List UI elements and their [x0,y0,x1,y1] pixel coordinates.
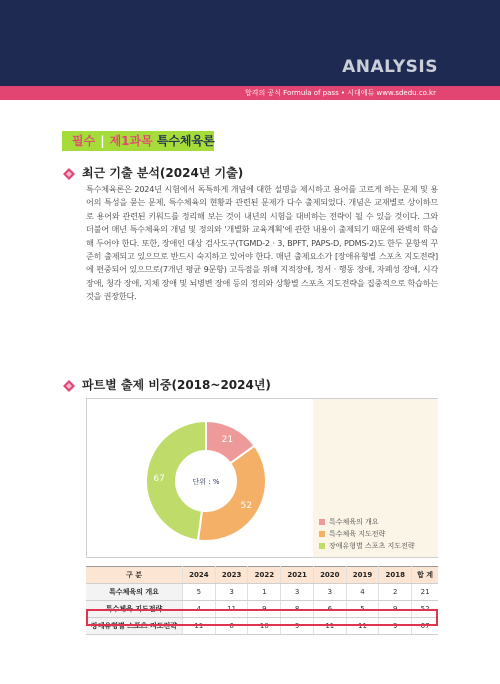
section-title-text: 파트별 출제 비중(2018~2024년) [82,378,271,392]
legend-label: 특수체육의 개요 [329,518,379,526]
table-cell: 11 [346,618,379,635]
table-cell: 9 [248,601,281,618]
legend-label: 특수체육 지도전략 [329,530,386,538]
section-label: ANALYSIS [342,57,438,77]
table-cell: 10 [248,618,281,635]
table-cell: 11 [313,618,346,635]
table-cell: 67 [412,618,438,635]
analysis-paragraph: 특수체육론은 2024년 시험에서 독특하게 개념에 대한 설명을 제시하고 용어를 고르게 하는 문제 및 용어의 특성을 묻는 문제, 특수체육의 현황과 관련된 문제가 다수 출제되었다. 개념은 교재별로 상이하므로 용어와 관련된 키워드를 정리해 보는 것이 내년의 시험을 대비하는 전략이 될 수 있을 것이다. 그와 더불어 매년 특수체육의 개념 및 정의와 '개별화 교육계획'에 관한 내용이 출제되기 때문에 완벽히 학습해 두어야 한다. 또한, 장애인 대상 검사도구(TGMD-2 · 3, BPFT, PAPS-D, PDMS-2)도 한두 문항씩 꾸준히 출제되고 있으므로 반드시 숙지하고 있어야 한다. 매년 출제요소가 [장애유형별 스포츠 지도전략]에 편중되어 있으므로(7개년 평균 9문항) 고득점을 위해 지적장애, 정서 · 행동 장애, 자폐성 장애, 시각 장애, 청각 장애, 지체 장애 및 뇌병변 장애 등의 정의와 상황별 스포츠 지도전략을 집중적으로 학습하는 것을 권장한다. [86,184,438,302]
table-cell: 9 [379,601,412,618]
table-cell: 1 [248,584,281,601]
subject-required: 필수 [72,134,96,148]
center-unit-label: 단위 : % [192,478,220,486]
table-cell: 21 [412,584,438,601]
table-row [86,584,438,601]
table-header-cell: 2023 [215,567,248,584]
slice-value-label: 67 [153,473,165,484]
table-cell: 6 [215,618,248,635]
table-row [86,618,438,635]
chart-legend [319,516,415,552]
subject-name: 특수체육론 [156,134,215,148]
donut-chart [87,399,313,557]
table-cell: 5 [346,601,379,618]
legend-swatch [319,519,325,525]
legend-item [319,528,415,540]
table-cell: 8 [281,601,314,618]
table-cell: 9 [379,618,412,635]
table-cell: 4 [183,601,216,618]
table-header-cell: 2020 [313,567,346,584]
table-row [86,601,438,618]
table-cell: 11 [183,618,216,635]
subject-part: 제1과목 [109,134,153,148]
table-header-cell: 2018 [379,567,412,584]
legend-item [319,516,415,528]
table-header-cell: 2019 [346,567,379,584]
table-cell: 3 [215,584,248,601]
legend-label: 장애유형별 스포츠 지도전략 [329,542,415,550]
legend-swatch [319,531,325,537]
table-cell: 2 [379,584,412,601]
table-header-cell: 2022 [248,567,281,584]
slice-value-label: 21 [221,435,234,446]
chart-panel [86,398,438,558]
diamond-bullet-icon [62,379,76,393]
table-row-label: 장애유형별 스포츠 지도전략 [86,618,183,635]
table-header-cell: 구 분 [86,567,183,584]
table-header-cell: 2024 [183,567,216,584]
table-cell: 52 [412,601,438,618]
table-cell: 5 [183,584,216,601]
diamond-bullet-icon [62,167,76,181]
table-cell: 9 [281,618,314,635]
table-header-cell: 2021 [281,567,314,584]
table-header-cell: 합 계 [412,567,438,584]
table-row-label: 특수체육 지도전략 [86,601,183,618]
slice-value-label: 52 [240,501,253,512]
subject-separator: | [100,134,105,148]
section-title-text: 최근 기출 분석(2024년 기출) [82,166,244,180]
tagline: 합격의 공식 Formula of pass • 시대에듀 www.sdedu.co.kr [244,89,436,97]
table-row-label: 특수체육의 개요 [86,584,183,601]
table-cell: 3 [313,584,346,601]
table-cell: 6 [313,601,346,618]
legend-item [319,540,415,552]
table-cell: 11 [215,601,248,618]
exam-table [86,566,438,635]
section-title-distribution [62,378,271,393]
section-title-recent [62,166,243,181]
tagline-bar [0,86,500,100]
table-cell: 3 [281,584,314,601]
page-header [0,0,500,86]
legend-swatch [319,543,325,549]
table-cell: 4 [346,584,379,601]
subject-banner [62,131,214,151]
